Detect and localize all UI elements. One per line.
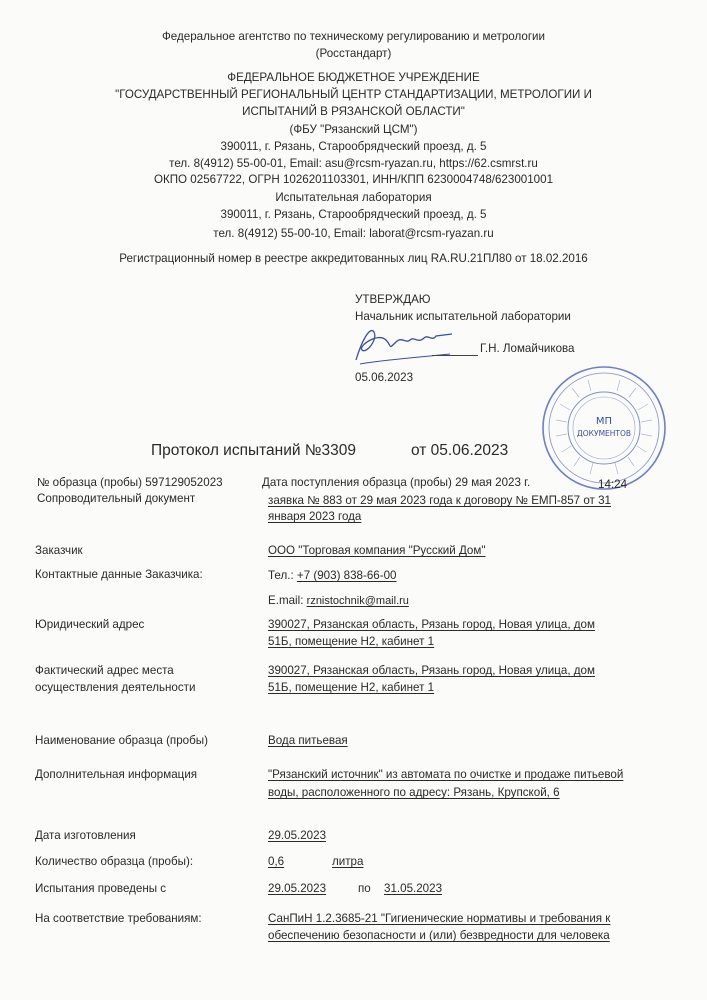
email-prefix: E.mail: bbox=[268, 594, 307, 607]
extra-info-line2: воды, расположенного по адресу: Рязань, Крупской, 6 bbox=[268, 786, 560, 799]
tests-start-date: 29.05.2023 bbox=[268, 882, 327, 895]
protocol-title: Протокол испытаний №3309 bbox=[151, 442, 356, 459]
tests-end-date: 31.05.2023 bbox=[384, 882, 443, 895]
sample-quantity-label: Количество образца (пробы): bbox=[35, 855, 194, 868]
sample-quantity-value: 0,6 bbox=[268, 855, 285, 868]
accompanying-doc-line1: заявка № 883 от 29 мая 2023 года к договору № ЕМП-857 от 31 bbox=[268, 494, 611, 507]
lab-name: Испытательная лаборатория bbox=[275, 191, 432, 204]
receipt-time: 14:24 bbox=[598, 478, 628, 491]
institution-codes: ОКПО 02567722, ОГРН 1026201103301, ИНН/КПП 6230004748/623001001 bbox=[153, 173, 554, 186]
requirements-label: На соответствие требованиям: bbox=[35, 912, 202, 925]
actual-address-label-line2: осуществления деятельности bbox=[35, 681, 196, 694]
institution-short: (ФБУ "Рязанский ЦСМ") bbox=[289, 123, 418, 136]
contacts-label: Контактные данные Заказчика: bbox=[35, 568, 203, 581]
customer-value: ООО "Торговая компания "Русский Дом" bbox=[268, 544, 486, 557]
manufacture-date-value: 29.05.2023 bbox=[268, 829, 327, 842]
contacts-phone-row bbox=[268, 569, 397, 583]
protocol-date: от 05.06.2023 bbox=[411, 442, 509, 459]
contacts-email-row bbox=[268, 594, 409, 608]
requirements-line2: обеспечению безопасности и (или) безвредности для человека bbox=[268, 929, 610, 942]
extra-info-line1: "Рязанский источник" из автомата по очистке и продаже питьевой bbox=[268, 768, 624, 781]
agency-name: Федеральное агентство по техническому регулированию и метрологии bbox=[161, 30, 546, 43]
accompanying-doc-label: Сопроводительный документ bbox=[37, 492, 196, 505]
sample-name-value: Вода питьевая bbox=[268, 734, 348, 747]
institution-name-line1: "ГОСУДАРСТВЕННЫЙ РЕГИОНАЛЬНЫЙ ЦЕНТР СТАНДАРТИЗАЦИИ, МЕТРОЛОГИИ И bbox=[115, 88, 592, 101]
institution-type: ФЕДЕРАЛЬНОЕ БЮДЖЕТНОЕ УЧРЕЖДЕНИЕ bbox=[227, 71, 480, 84]
institution-address: 390011, г. Рязань, Старообрядческий проезд, д. 5 bbox=[220, 140, 487, 153]
tests-period-label: Испытания проведены с bbox=[35, 882, 167, 895]
approval-date: 05.06.2023 bbox=[355, 371, 414, 384]
approve-heading: УТВЕРЖДАЮ bbox=[355, 293, 431, 306]
lab-address: 390011, г. Рязань, Старообрядческий проезд, д. 5 bbox=[220, 208, 487, 221]
tests-by-word: по bbox=[358, 882, 371, 895]
approver-name: Г.Н. Ломайчикова bbox=[480, 342, 575, 355]
phone-prefix: Тел.: bbox=[268, 569, 297, 582]
manufacture-date-label: Дата изготовления bbox=[35, 829, 136, 842]
svg-text:ДОКУМЕНТОВ: ДОКУМЕНТОВ bbox=[576, 429, 632, 438]
signature-line bbox=[432, 355, 478, 356]
lab-contacts: тел. 8(4912) 55-00-10, Email: laborat@rcsm-ryazan.ru bbox=[213, 227, 494, 240]
svg-text:МП: МП bbox=[595, 416, 613, 427]
actual-address-line2: 51Б, помещение Н2, кабинет 1 bbox=[268, 681, 435, 694]
phone-value: +7 (903) 838-66-00 bbox=[296, 569, 397, 582]
extra-info-label: Дополнительная информация bbox=[35, 768, 198, 781]
legal-address-line2: 51Б, помещение Н2, кабинет 1 bbox=[268, 635, 435, 648]
requirements-line1: СанПиН 1.2.3685-21 "Гигиенические нормативы и требования к bbox=[268, 912, 611, 925]
legal-address-label: Юридический адрес bbox=[35, 618, 145, 631]
institution-contacts: тел. 8(4912) 55-00-01, Email: asu@rcsm-ryazan.ru, https://62.csmrst.ru bbox=[169, 157, 538, 170]
registration-number: Регистрационный номер в реестре аккредитованных лиц RA.RU.21ПЛ80 от 18.02.2016 bbox=[119, 252, 588, 265]
agency-short: (Росстандарт) bbox=[315, 47, 392, 60]
receipt-date: Дата поступления образца (пробы) 29 мая 2023 г. bbox=[262, 476, 531, 489]
legal-address-line1: 390027, Рязанская область, Рязань город, Новая улица, дом bbox=[268, 618, 595, 631]
accompanying-doc-line2: января 2023 года bbox=[268, 510, 362, 523]
sample-name-label: Наименование образца (пробы) bbox=[35, 734, 208, 747]
approver-position: Начальник испытательной лаборатории bbox=[355, 310, 571, 323]
sample-number: № образца (пробы) 597129052023 bbox=[37, 476, 223, 489]
institution-name-line2: ИСПЫТАНИЙ В РЯЗАНСКОЙ ОБЛАСТИ" bbox=[242, 105, 465, 118]
actual-address-label-line1: Фактический адрес места bbox=[35, 664, 174, 677]
email-value: rznistochnik@mail.ru bbox=[306, 595, 409, 607]
actual-address-line1: 390027, Рязанская область, Рязань город, Новая улица, дом bbox=[268, 664, 595, 677]
customer-label: Заказчик bbox=[35, 544, 83, 557]
signature-image bbox=[352, 320, 462, 372]
round-seal-stamp bbox=[540, 364, 668, 492]
sample-quantity-unit: литра bbox=[332, 855, 364, 868]
